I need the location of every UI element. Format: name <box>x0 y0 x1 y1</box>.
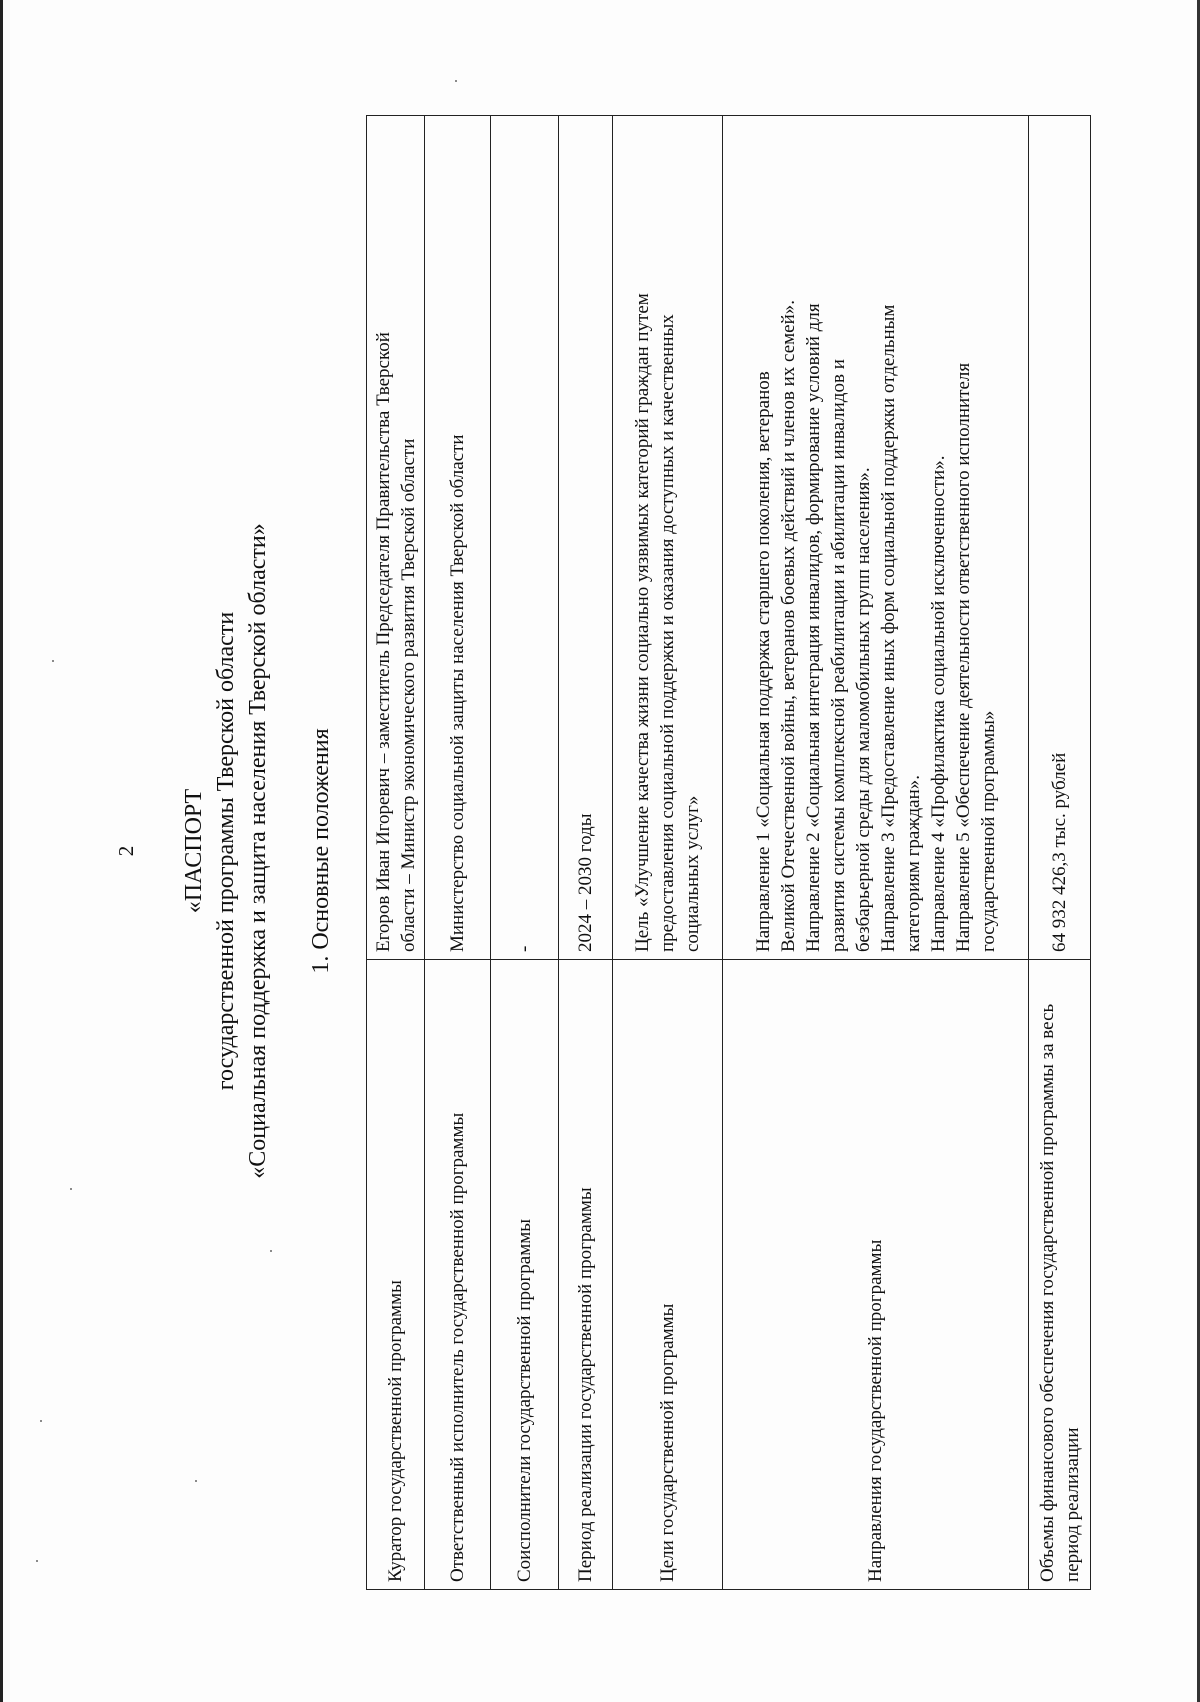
table-row <box>1029 116 1091 1590</box>
row-value-line: Министерство социальной защиты населения Тверской области <box>447 434 468 952</box>
row-value-line: области – Министр экономического развития Тверской области <box>397 438 419 952</box>
row-value <box>723 116 1029 960</box>
row-value <box>1029 116 1091 960</box>
row-value-line: Цель «Улучшение качества жизни социально уязвимых категорий граждан путем <box>632 293 653 952</box>
row-value <box>367 116 425 960</box>
row-value <box>613 116 723 960</box>
passport-table <box>366 115 1091 1590</box>
row-label: Период реализации государственной программы <box>559 960 613 1590</box>
table-row <box>491 116 559 1590</box>
row-value-line: Великой Отечественной войны, ветеранов боевых действий и членов их семей». <box>777 299 799 952</box>
row-label: Направления государственной программы <box>723 960 1029 1590</box>
row-value <box>491 116 559 960</box>
row-value-line: государственной программы» <box>977 710 999 952</box>
row-value-line: категориям граждан». <box>902 775 924 952</box>
row-label: Куратор государственной программы <box>367 960 425 1590</box>
table-row <box>723 116 1029 1590</box>
row-value-line: Направление 1 «Социальная поддержка старшего поколения, ветеранов <box>752 371 774 952</box>
page-number: 2 <box>114 845 138 857</box>
row-value-line: Егоров Иван Игоревич – заместитель Председателя Правительства Тверской <box>372 332 394 952</box>
row-value-line: Направление 4 «Профилактика социальной исключенности». <box>927 455 949 952</box>
row-label: Цели государственной программы <box>613 960 723 1590</box>
row-value-line: - <box>514 945 535 952</box>
row-value-line: Направление 3 «Предоставление иных форм социальной поддержки отдельным <box>877 304 899 952</box>
table-row <box>425 116 491 1590</box>
row-value <box>559 116 613 960</box>
row-value-line: Направление 5 «Обеспечение деятельности ответственного исполнителя <box>952 362 974 952</box>
row-value <box>425 116 491 960</box>
table-row <box>613 116 723 1590</box>
heading-line-2: государственной программы Тверской области <box>213 611 239 1091</box>
row-label: Соисполнители государственной программы <box>491 960 559 1590</box>
row-value-line: 64 932 426,3 тыс. рублей <box>1049 752 1070 952</box>
row-value-line: Направление 2 «Социальная интеграция инвалидов, формирование условий для <box>802 303 824 952</box>
section-title: 1. Основные положения <box>308 728 334 974</box>
heading-line-3: «Социальная поддержка и защита населения Тверской области» <box>245 523 271 1179</box>
row-label: Ответственный исполнитель государственной программы <box>425 960 491 1590</box>
row-value-line: безбарьерной среды для маломобильных групп населения». <box>852 467 874 952</box>
row-value-line: развития системы комплексной реабилитации и абилитации инвалидов и <box>827 359 849 952</box>
row-value-line: предоставления социальной поддержки и оказания доступных и качественных <box>657 314 678 952</box>
row-value-line: социальных услуг» <box>682 795 703 952</box>
table-row <box>559 116 613 1590</box>
row-value-line: 2024 – 2030 годы <box>575 813 596 952</box>
table-row <box>367 116 425 1590</box>
heading-line-1: «ПАСПОРТ <box>181 788 207 914</box>
row-label: Объемы финансового обеспечения государственной программы за весь период реализации <box>1029 960 1091 1590</box>
document-heading <box>178 0 274 1702</box>
